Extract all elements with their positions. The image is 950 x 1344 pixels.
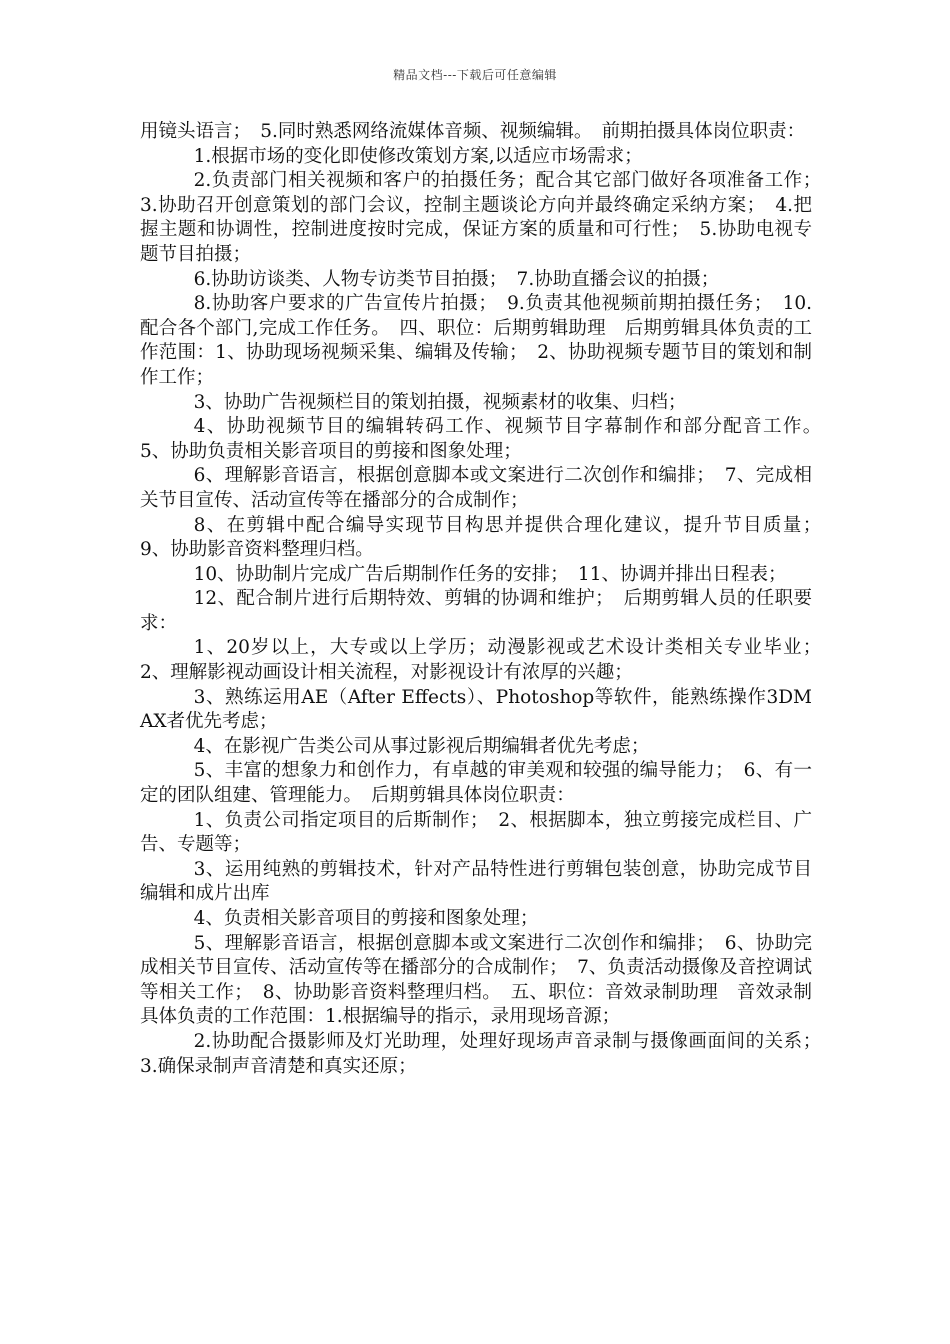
paragraph: 10、协助制片完成广告后期制作任务的安排； 11、协调并排出日程表； [193, 563, 787, 585]
paragraph: 8.协助客户要求的广告宣传片拍摄； 9.负责其他视频前期拍摄任务； 10.配合各个部门,完成工作任务。 四、职位：后期剪辑助理 后期剪辑具体负责的工作范围：1、协助现场视频采集、编辑及传输； 2、协助视频专题节目的策划和制作工作； [140, 293, 812, 388]
paragraph: 6.协助访谈类、人物专访类节目拍摄； 7.协助直播会议的拍摄； [193, 268, 720, 290]
paragraph: 8、在剪辑中配合编导实现节目构思并提供合理化建议，提升节目质量； 9、协助影音资料整理归档。 [140, 514, 831, 561]
paragraph: 4、负责相关影音项目的剪接和图象处理； [193, 908, 539, 929]
paragraph: 2.负责部门相关视频和客户的拍摄任务；配合其它部门做好各项准备工作； 3.协助召开创意策划的部门会议，控制主题谈论方向并最终确定采纳方案； 4.把握主题和协调性，控制进度按时完成，保证方案的质量和可行性； 5.协助电视专题节目拍摄； [140, 170, 831, 265]
paragraph: 12、配合制片进行后期特效、剪辑的协调和维护； 后期剪辑人员的任职要求： [140, 588, 812, 634]
paragraph: 用镜头语言； 5.同时熟悉网络流媒体音频、视频编辑。 前期拍摄具体岗位职责： [140, 121, 806, 142]
document-body [140, 120, 831, 1079]
paragraph: 3、熟练运用AE（After Effects）、Photoshop等软件，能熟练操作3DMAX者优先考虑； [140, 686, 812, 733]
paragraph: 1、20岁以上，大专或以上学历；动漫影视或艺术设计类相关专业毕业； 2、理解影视动画设计相关流程，对影视设计有浓厚的兴趣； [140, 637, 831, 684]
paragraph: 4、在影视广告类公司从事过影视后期编辑者优先考虑； [193, 735, 650, 757]
paragraph: 6、理解影音语言，根据创意脚本或文案进行二次创作和编排； 7、完成相关节目宣传、活动宣传等在播部分的合成制作； [140, 465, 812, 511]
paragraph: 3、协助广告视频栏目的策划拍摄，视频素材的收集、归档； [193, 391, 687, 413]
paragraph: 1.根据市场的变化即使修改策划方案,以适应市场需求； [193, 145, 643, 167]
paragraph: 5、丰富的想象力和创作力，有卓越的审美观和较强的编导能力； 6、有一定的团队组建、管理能力。 后期剪辑具体岗位职责： [140, 760, 812, 807]
paragraph: 2.协助配合摄影师及灯光助理，处理好现场声音录制与摄像画面间的关系； 3.确保录制声音清楚和真实还原； [140, 1030, 831, 1077]
paragraph: 3、运用纯熟的剪辑技术，针对产品特性进行剪辑包装创意，协助完成节目编辑和成片出库 [140, 858, 812, 905]
paragraph: 4、协助视频节目的编辑转码工作、视频节目字幕制作和部分配音工作。 5、协助负责相关影音项目的剪接和图象处理； [140, 416, 831, 462]
page-header: 精品文档---下载后可任意编辑 [393, 68, 557, 82]
paragraph: 1、负责公司指定项目的后斯制作； 2、根据脚本，独立剪接完成栏目、广告、专题等； [140, 809, 812, 856]
paragraph: 5、理解影音语言，根据创意脚本或文案进行二次创作和编排； 6、协助完成相关节目宣传、活动宣传等在播部分的合成制作； 7、负责活动摄像及音控调试等相关工作； 8、协助影音资料整理归档。 五、职位：音效录制助理 音效录制具体负责的工作范围：1.根据编导的指示，录用现场音源； [140, 932, 812, 1028]
